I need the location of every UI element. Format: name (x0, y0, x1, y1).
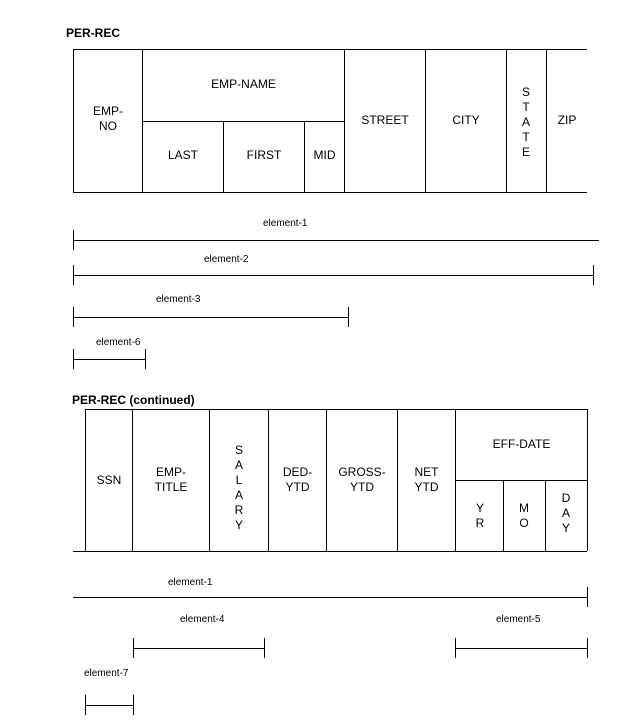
vertical-letter: A (234, 488, 243, 502)
field-last: LAST (167, 148, 198, 162)
element-1-tick (587, 587, 588, 607)
element-7-label: element-7 (84, 668, 129, 679)
record1-bottom-border (73, 192, 587, 193)
vertical-letter: E (521, 145, 530, 159)
element-7-tick (85, 695, 86, 715)
element-2-bracket (73, 275, 593, 276)
field-ssn: SSN (96, 473, 122, 487)
element-5-label: element-5 (496, 614, 541, 625)
element-6-tick (73, 349, 74, 369)
field-gross-ytd: GROSS- YTD (338, 465, 386, 494)
divider (506, 49, 507, 192)
field-day (559, 491, 573, 536)
vertical-letter: D (561, 491, 571, 505)
vertical-letter: L (235, 473, 243, 487)
section2-title: PER-REC (continued) (72, 393, 195, 407)
element-1-label: element-1 (263, 218, 308, 229)
element-6-tick (145, 349, 146, 369)
record2-right-border (587, 409, 588, 551)
divider (209, 409, 210, 551)
element-4-tick (264, 638, 265, 658)
field-first: FIRST (246, 148, 282, 162)
element-7-bracket (85, 705, 133, 706)
record2-bottom-border (73, 551, 587, 552)
vertical-letter: S (234, 443, 243, 457)
vertical-letter: R (475, 516, 485, 530)
field-yr (473, 501, 487, 531)
element-1-tick (73, 230, 74, 250)
divider (545, 480, 546, 551)
element-3-label: element-3 (156, 294, 201, 305)
vertical-letter: A (234, 458, 243, 472)
element-5-tick (587, 638, 588, 658)
field-net-ytd: NET YTD (414, 465, 439, 494)
element-3-tick (73, 307, 74, 327)
vertical-letter: A (561, 506, 570, 520)
field-emp-no: EMP- NO (93, 104, 123, 133)
field-emp-title: EMP- TITLE (154, 465, 188, 494)
vertical-letter: Y (475, 501, 484, 515)
vertical-letter: Y (561, 521, 570, 535)
element-4-label: element-4 (180, 614, 225, 625)
vertical-letter: M (519, 501, 529, 515)
vertical-letter: T (522, 130, 530, 144)
field-state (519, 85, 533, 160)
element-5-bracket (455, 648, 587, 649)
element-6-bracket (73, 359, 145, 360)
record1-top-border (73, 49, 587, 50)
element-7-tick (133, 695, 134, 715)
field-mo (517, 501, 531, 531)
element-4-tick (133, 638, 134, 658)
element-1-bracket (73, 597, 587, 598)
vertical-letter: Y (234, 518, 243, 532)
element-2-tick (73, 265, 74, 285)
vertical-letter: A (521, 115, 530, 129)
element-2-tick (593, 265, 594, 285)
vertical-letter: O (519, 516, 529, 530)
divider (503, 480, 504, 551)
record2-top-border (85, 409, 587, 410)
element-2-label: element-2 (204, 254, 249, 265)
element-3-tick (348, 307, 349, 327)
emp-name-divider (142, 121, 344, 122)
field-mid: MID (313, 148, 336, 162)
element-5-tick (455, 638, 456, 658)
element-3-bracket (73, 317, 348, 318)
element-6-label: element-6 (96, 337, 141, 348)
field-eff-date: EFF-DATE (492, 437, 551, 451)
element-4-bracket (133, 648, 264, 649)
field-zip: ZIP (557, 113, 577, 127)
element-1-label: element-1 (168, 577, 213, 588)
field-street: STREET (361, 113, 409, 127)
element-1-bracket (73, 240, 599, 241)
vertical-letter: T (522, 100, 530, 114)
field-ded-ytd: DED- YTD (282, 465, 313, 494)
eff-date-divider (455, 480, 587, 481)
field-emp-name: EMP-NAME (211, 77, 276, 91)
vertical-letter: R (234, 503, 244, 517)
field-city: CITY (452, 113, 480, 127)
field-salary (232, 443, 246, 533)
section1-title: PER-REC (66, 26, 121, 40)
vertical-letter: S (521, 85, 530, 99)
